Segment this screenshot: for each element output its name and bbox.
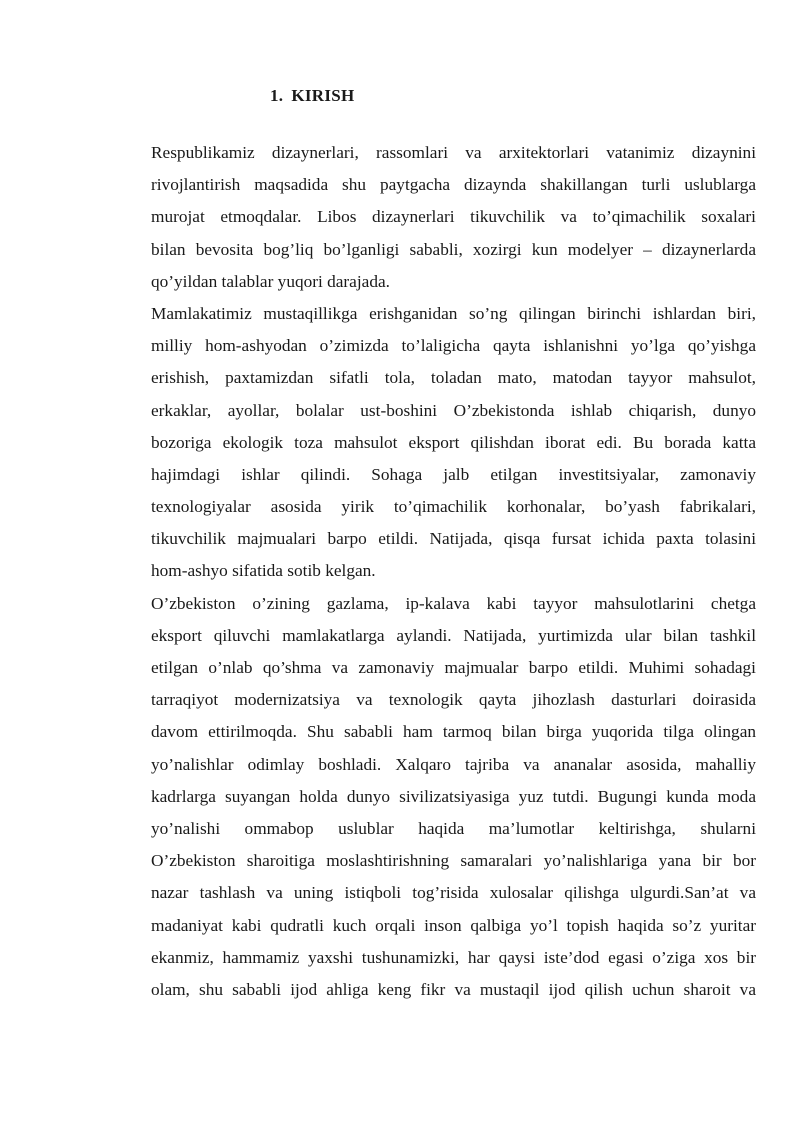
text-line: O’zbekiston sharoitiga moslashtirishning samaralari yo’nalishlariga yana bir bor (151, 851, 756, 871)
text-line: texnologiyalar asosida yirik to’qimachilik korhonalar, bo’yash fabrikalari, (151, 497, 756, 517)
text-line: murojat etmoqdalar. Libos dizaynerlari tikuvchilik va to’qimachilik soxalari (151, 207, 756, 227)
text-line: kadrlarga suyangan holda dunyo sivilizatsiyasiga yuz tutdi. Bugungi kunda moda (151, 786, 756, 806)
text-line: erkaklar, ayollar, bolalar ust-boshini O’zbekistonda ishlab chiqarish, dunyo (151, 400, 756, 420)
text-line: bozoriga ekologik toza mahsulot eksport qilishdan iborat edi. Bu borada katta (151, 432, 756, 452)
text-line: hajimdagi ishlar qilindi. Sohaga jalb etilgan investitsiyalar, zamonaviy (151, 464, 756, 484)
text-line: yo’nalishi ommabop uslublar haqida ma’lumotlar keltirishga, shularni (151, 818, 756, 838)
text-line: hom-ashyo sifatida sotib kelgan. (151, 561, 376, 581)
text-line: madaniyat kabi qudratli kuch orqali inson qalbiga yo’l topish haqida so’z yuritar (151, 915, 756, 935)
text-line: erishish, paxtamizdan sifatli tola, toladan mato, matodan tayyor mahsulot, (151, 368, 756, 388)
text-line: ekanmiz, hammamiz yaxshi tushunamizki, har qaysi iste’dod egasi o’ziga xos bir (151, 947, 756, 967)
text-line: nazar tashlash va uning istiqboli tog’risida xulosalar qilishga ulgurdi.San’at va (151, 883, 756, 903)
text-line: milliy hom-ashyodan o’zimizda to’laligicha qayta ishlanishni yo’lga qo’yishga (151, 336, 756, 356)
text-line: yo’nalishlar odimlay boshladi. Xalqaro tajriba va ananalar asosida, mahalliy (151, 754, 756, 774)
text-line: etilgan o’nlab qo’shma va zamonaviy majmualar barpo etildi. Muhimi sohadagi (151, 658, 756, 677)
text-line: davom ettirilmoqda. Shu sababli ham tarmoq bilan birga yuqorida tilga olingan (151, 722, 756, 742)
text-line: qo’yildan talablar yuqori darajada. (151, 271, 390, 291)
text-line: Respublikamiz dizaynerlari, rassomlari va arxitektorlari vatanimiz dizaynini (151, 143, 756, 162)
text-line: tarraqiyot modernizatsiya va texnologik qayta jihozlash dasturlari doirasida (151, 690, 756, 710)
text-line: bilan bevosita bog’liq bo’lganligi sababli, xozirgi kun modelyer – dizaynerlarda (151, 239, 756, 259)
section-number: 1. (270, 86, 284, 105)
section-heading (270, 86, 355, 106)
text-line: rivojlantirish maqsadida shu paytgacha dizaynda shakillangan turli uslublarga (151, 175, 756, 195)
body-text (151, 137, 756, 1006)
text-line: tikuvchilik majmualari barpo etildi. Natijada, qisqa fursat ichida paxta tolasini (151, 529, 756, 549)
text-line: Mamlakatimiz mustaqillikga erishganidan so’ng qilingan birinchi ishlardan biri, (151, 303, 756, 323)
text-line: olam, shu sababli ijod ahliga keng fikr va mustaqil ijod qilish uchun sharoit va (151, 979, 756, 999)
text-line: eksport qiluvchi mamlakatlarga aylandi. Natijada, yurtimizda ular bilan tashkil (151, 625, 756, 645)
section-title: KIRISH (291, 86, 355, 105)
text-line: O’zbekiston o’zining gazlama, ip-kalava kabi tayyor mahsulotlarini chetga (151, 593, 756, 613)
